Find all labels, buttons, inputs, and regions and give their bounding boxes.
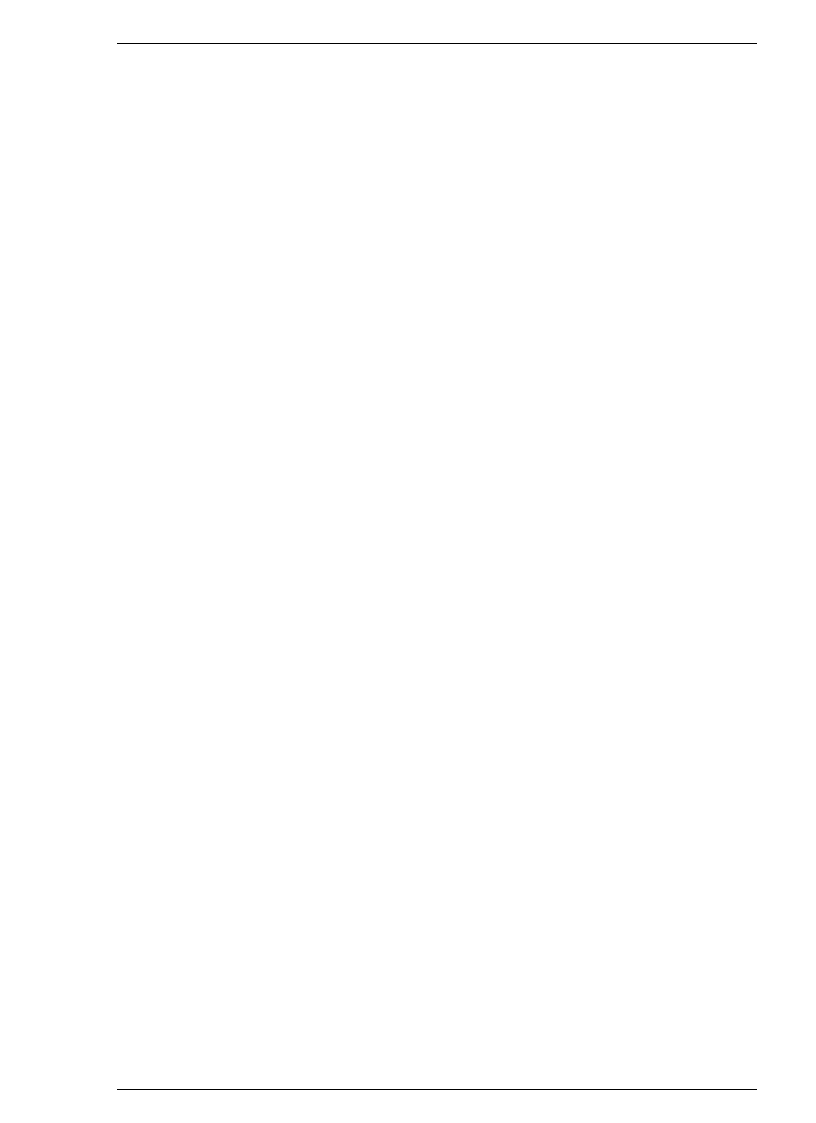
footer-rule <box>117 1089 757 1090</box>
header-rule <box>117 43 757 44</box>
page-header <box>117 26 757 44</box>
page-footer <box>117 1089 757 1092</box>
